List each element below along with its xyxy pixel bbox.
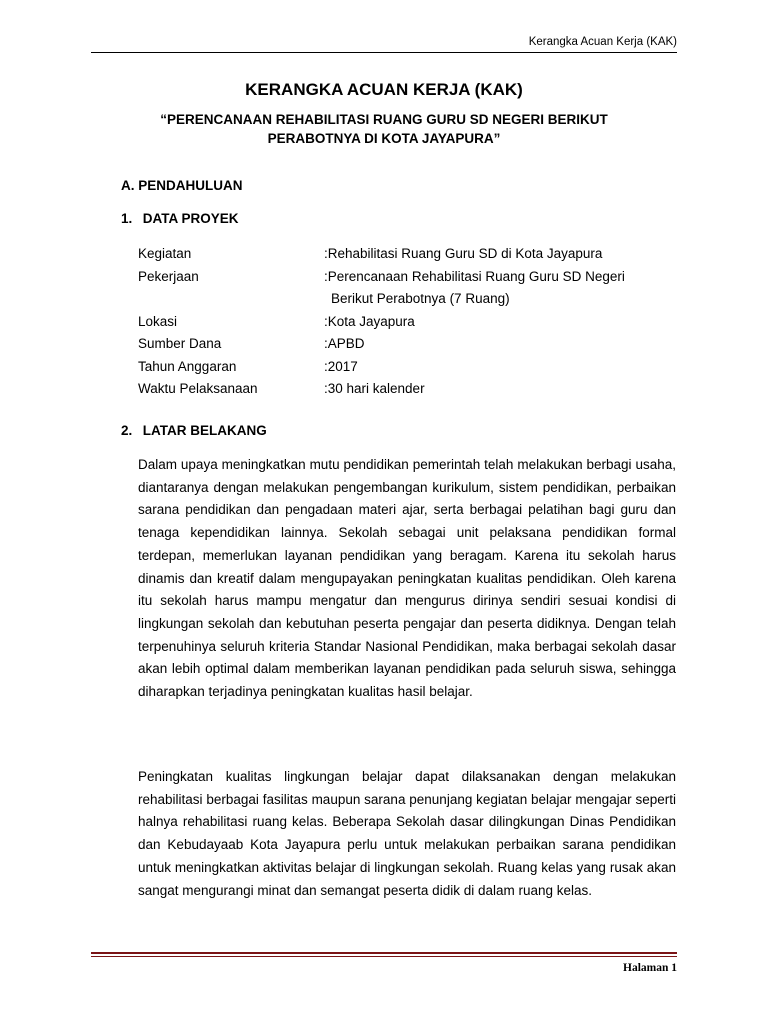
body-paragraph-1: Dalam upaya meningkatkan mutu pendidikan pemerintah telah melakukan berbagi usaha, diantaranya dengan melakukan pengembangan kurikulum, sistem pendidikan, perbaikan sarana pendidikan dan pengadaan materi ajar, serta berbagai pelatihan bagi guru dan tenaga kependidikan lainnya. Sekolah sebagai unit pelaksana pendidikan formal terdepan, memerlukan layanan pendidikan yang beragam. Karena itu sekolah harus dinamis dan kreatif dalam mengupayakan peningkatan kualitas pendidikan. Oleh karena itu sekolah harus mampu mengatur dan mengurus dirinya sendiri sesuai kondisi di lingkungan sekolah dan kebutuhan peserta pengajar dan peserta didiknya. Dengan telah terpenuhinya seluruh kriteria Standar Nasional Pendidikan, maka berbagai sekolah dasar akan lebih optimal dalam memberikan layanan pendidikan pada seluruh siswa, sehingga diharapkan terjadinya peningkatan kualitas hasil belajar.: [138, 457, 676, 700]
subsection-title: DATA PROYEK: [142, 211, 239, 226]
row-label: Pekerjaan: [138, 268, 199, 284]
table-row: [138, 311, 678, 334]
row-label: Tahun Anggaran: [138, 358, 237, 374]
running-header-title: Kerangka Acuan Kerja (KAK): [528, 36, 677, 48]
running-header: [91, 36, 677, 53]
body-paragraph-2: Peningkatan kualitas lingkungan belajar dapat dilaksanakan dengan melakukan rehabilitasi berbagai fasilitas maupun sarana penunjang kegiatan belajar mengajar seperti halnya rehabilitasi ruang kelas. Beberapa Sekolah dasar dilingkungan Dinas Pendidikan dan Kebudayaab Kota Jayapura perlu untuk melakukan perbaikan sarana pendidikan untuk meningkatkan aktivitas belajar di lingkungan sekolah. Ruang kelas yang rusak akan sangat mengurangi minat dan semangat peserta didik di dalam ruang kelas.: [138, 769, 676, 898]
table-row: [138, 378, 678, 401]
subsection-heading-data-proyek: [121, 211, 239, 226]
row-value: :30 hari kalender: [324, 381, 425, 396]
table-row: [138, 356, 678, 379]
footer-rule: [91, 952, 677, 954]
row-value-continuation: Berikut Perabotnya (7 Ruang): [331, 291, 510, 306]
row-label: Waktu Pelaksanaan: [138, 381, 258, 396]
subsection-title: LATAR BELAKANG: [142, 423, 267, 438]
row-label: Kegiatan: [138, 246, 192, 261]
row-value: :Kota Jayapura: [324, 313, 415, 329]
subtitle-line-1: “PERENCANAAN REHABILITASI RUANG GURU SD NEGERI BERIKUT: [160, 112, 608, 127]
page-number: Halaman 1: [623, 962, 677, 974]
subtitle-line-2: PERABOTNYA DI KOTA JAYAPURA”: [267, 131, 501, 146]
section-heading-pendahuluan: A. PENDAHULUAN: [121, 178, 243, 193]
row-value: [324, 266, 678, 311]
row-value-line: :Perencanaan Rehabilitasi Ruang Guru SD Negeri: [324, 268, 625, 284]
row-value: :APBD: [324, 336, 365, 351]
row-value: :Rehabilitasi Ruang Guru SD di Kota Jayapura: [324, 246, 603, 261]
subsection-heading-latar-belakang: [121, 423, 267, 438]
document-title: KERANGKA ACUAN KERJA (KAK): [245, 80, 523, 99]
document-subtitle: [120, 110, 648, 148]
table-row: [138, 243, 678, 266]
subsection-number: 1.: [121, 211, 133, 226]
row-label: Lokasi: [138, 313, 178, 329]
table-row: [138, 266, 678, 311]
project-data-table: [138, 243, 678, 401]
subsection-number: 2.: [121, 423, 133, 438]
footer-rule-thin: [91, 956, 677, 957]
row-label: Sumber Dana: [138, 336, 222, 351]
row-value: :2017: [324, 358, 358, 374]
table-row: [138, 333, 678, 356]
